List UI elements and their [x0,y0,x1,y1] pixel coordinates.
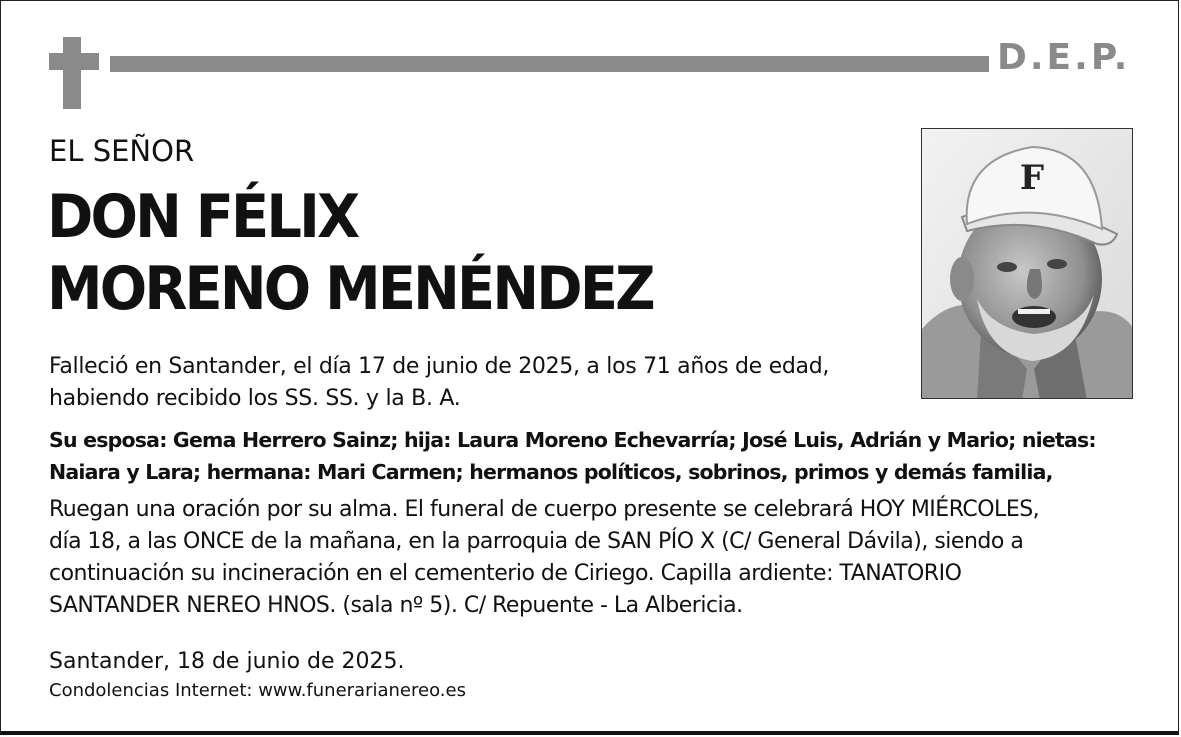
deceased-name [47,181,653,325]
name-line-2: MORENO MENÉNDEZ [47,254,653,324]
salutation: EL SEÑOR [49,134,195,168]
funeral-line: día 18, a las ONCE de la mañana, en la parroquia de SAN PÍO X (C/ General Dávila), siendo a [49,529,1024,554]
funeral-details [49,494,1039,622]
death-notice-line: Falleció en Santander, el día 17 de junio de 2025, a los 71 años de edad, [49,354,830,379]
death-notice [49,351,829,415]
family-line: Su esposa: Gema Herrero Sainz; hija: Laura Moreno Echevarría; José Luis, Adrián y Mario; nietas: [49,428,1096,452]
condolences-link: Condolencias Internet: www.funerarianereo.es [49,680,466,701]
funeral-line: SANTANDER NEREO HNOS. (sala nº 5). C/ Repuente - La Albericia. [49,593,743,618]
death-notice-line: habiendo recibido los SS. SS. y la B. A. [49,386,461,411]
family-line: Naiara y Lara; hermana: Mari Carmen; hermanos políticos, sobrinos, primos y demás familia, [49,460,1053,484]
cross-icon-bar [49,53,99,70]
header-rule [110,56,989,72]
place-date: Santander, 18 de junio de 2025. [49,649,405,674]
funeral-line: continuación su incineración en el cementerio de Ciriego. Capilla ardiente: TANATORIO [49,561,962,586]
cap-letter: F [1019,158,1045,198]
name-line-1: DON FÉLIX [47,182,358,252]
portrait-image [922,129,1133,399]
portrait-photo [921,128,1133,399]
cross-icon [63,37,81,109]
family-list [49,424,1096,488]
dep-label: D.E.P. [997,37,1131,78]
funeral-line: Ruegan una oración por su alma. El funeral de cuerpo presente se celebrará HOY MIÉRCOLES, [49,497,1040,522]
